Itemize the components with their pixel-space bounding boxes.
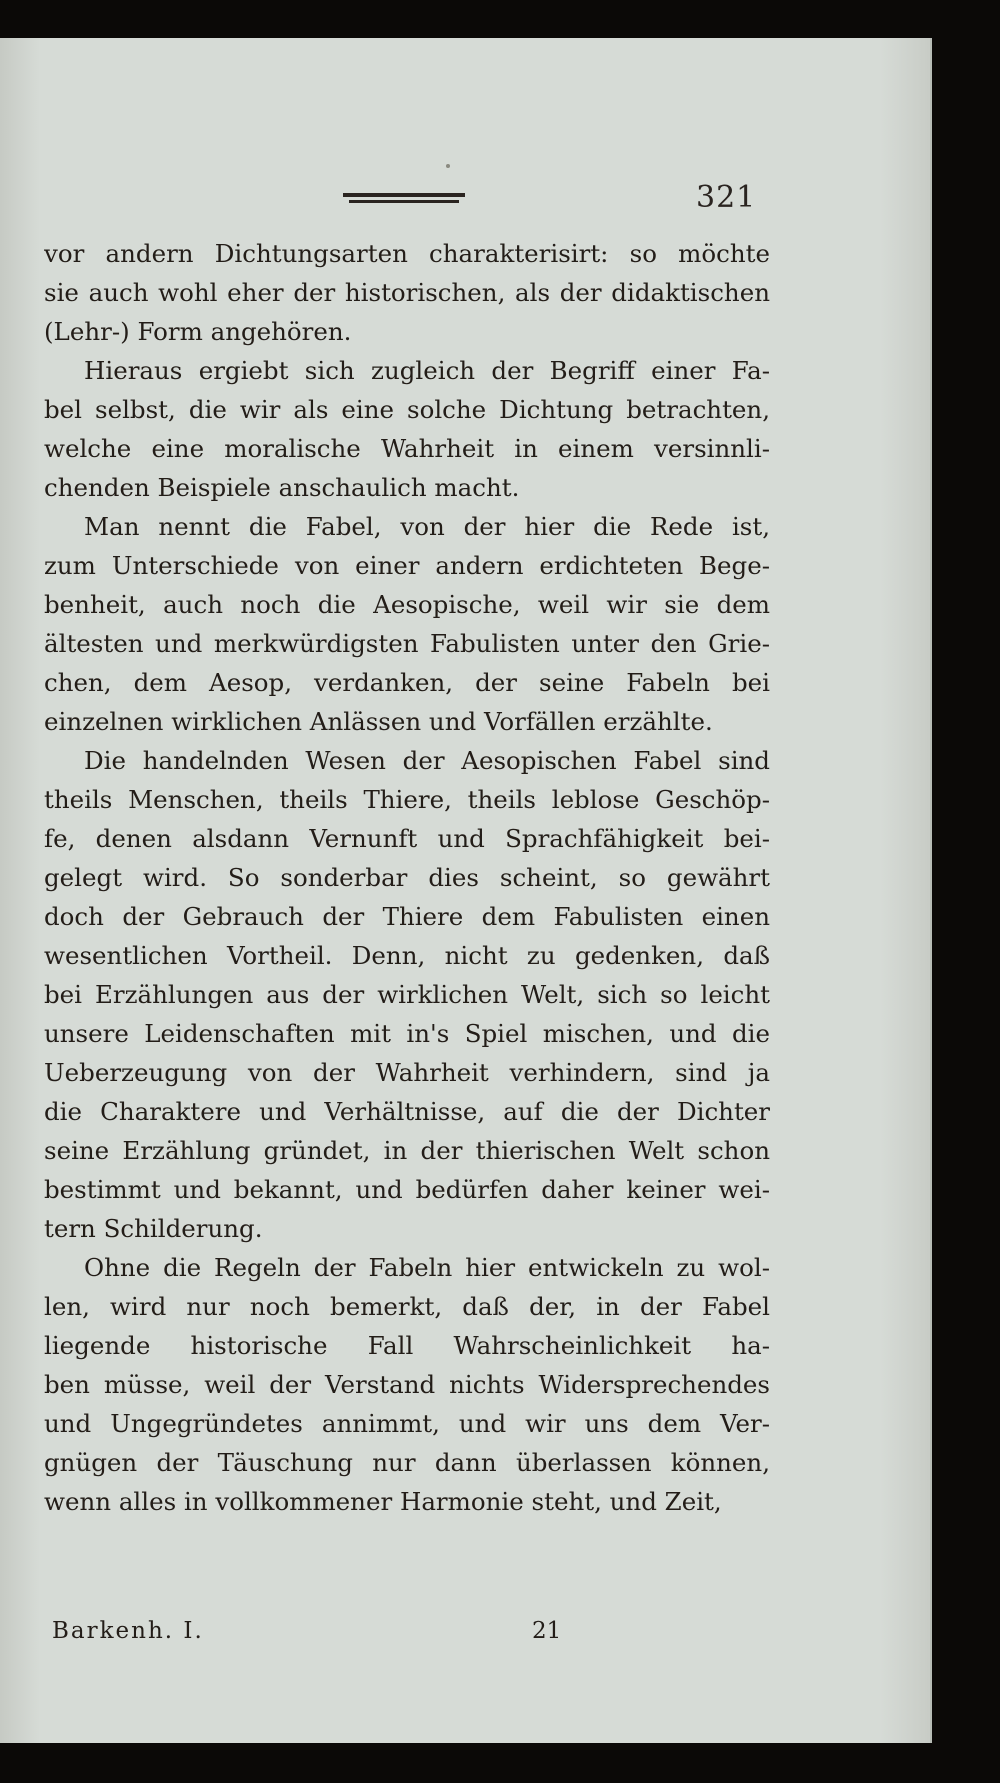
book-page (0, 38, 932, 1743)
text-line: chenden Beispiele anschaulich macht. (44, 473, 520, 502)
text-line: doch der Gebrauch der Thiere dem Fabulisten einen (44, 902, 770, 931)
sheet-number: 21 (532, 1618, 562, 1644)
text-line: unsere Leidenschaften mit in's Spiel mischen, und die (44, 1019, 770, 1048)
text-line: seine Erzählung gründet, in der thierischen Welt schon (44, 1136, 770, 1165)
text-line: ben müsse, weil der Verstand nichts Widersprechendes (44, 1370, 770, 1399)
text-line: welche eine moralische Wahrheit in einem versinnli- (44, 434, 770, 463)
text-line: vor andern Dichtungsarten charakterisirt: so möchte (44, 239, 770, 268)
text-line: chen, dem Aesop, verdanken, der seine Fabeln bei (44, 668, 770, 697)
text-line: bel selbst, die wir als eine solche Dichtung betrachten, (44, 395, 770, 424)
text-line: Ueberzeugung von der Wahrheit verhindern, sind ja (44, 1058, 770, 1087)
text-line: bei Erzählungen aus der wirklichen Welt, sich so leicht (44, 980, 770, 1009)
text-line: Man nennt die Fabel, von der hier die Rede ist, (84, 512, 770, 541)
page-speck (446, 164, 450, 168)
text-line: Die handelnden Wesen der Aesopischen Fabel sind (84, 746, 770, 775)
text-line: (Lehr-) Form angehören. (44, 317, 352, 346)
body-text (44, 234, 770, 1521)
text-line: wesentlichen Vortheil. Denn, nicht zu gedenken, daß (44, 941, 770, 970)
text-line: wenn alles in vollkommener Harmonie steht, und Zeit, (44, 1487, 722, 1516)
text-line: liegende historische Fall Wahrscheinlichkeit ha- (44, 1331, 770, 1360)
text-line: zum Unterschiede von einer andern erdichteten Bege- (44, 551, 770, 580)
text-line: einzelnen wirklichen Anlässen und Vorfällen erzählte. (44, 707, 713, 736)
text-line: und Ungegründetes annimmt, und wir uns dem Ver- (44, 1409, 770, 1438)
page-number: 321 (696, 180, 757, 215)
text-line: Hieraus ergiebt sich zugleich der Begriff einer Fa- (84, 356, 770, 385)
printer-signature: Barkenh. I. (52, 1618, 204, 1644)
text-line: bestimmt und bekannt, und bedürfen daher keiner wei- (44, 1175, 770, 1204)
text-line: fe, denen alsdann Vernunft und Sprachfähigkeit bei- (44, 824, 770, 853)
text-line: Ohne die Regeln der Fabeln hier entwickeln zu wol- (84, 1253, 770, 1282)
text-line: gelegt wird. So sonderbar dies scheint, so gewährt (44, 863, 770, 892)
text-line: sie auch wohl eher der historischen, als der didaktischen (44, 278, 770, 307)
text-line: theils Menschen, theils Thiere, theils leblose Geschöp- (44, 785, 770, 814)
header-ornament-rule (343, 193, 465, 205)
text-line: die Charaktere und Verhältnisse, auf die der Dichter (44, 1097, 770, 1126)
text-line: len, wird nur noch bemerkt, daß der, in der Fabel (44, 1292, 770, 1321)
text-line: gnügen der Täuschung nur dann überlassen können, (44, 1448, 770, 1477)
text-line: ältesten und merkwürdigsten Fabulisten unter den Grie- (44, 629, 770, 658)
text-line: tern Schilderung. (44, 1214, 263, 1243)
text-line: benheit, auch noch die Aesopische, weil wir sie dem (44, 590, 770, 619)
